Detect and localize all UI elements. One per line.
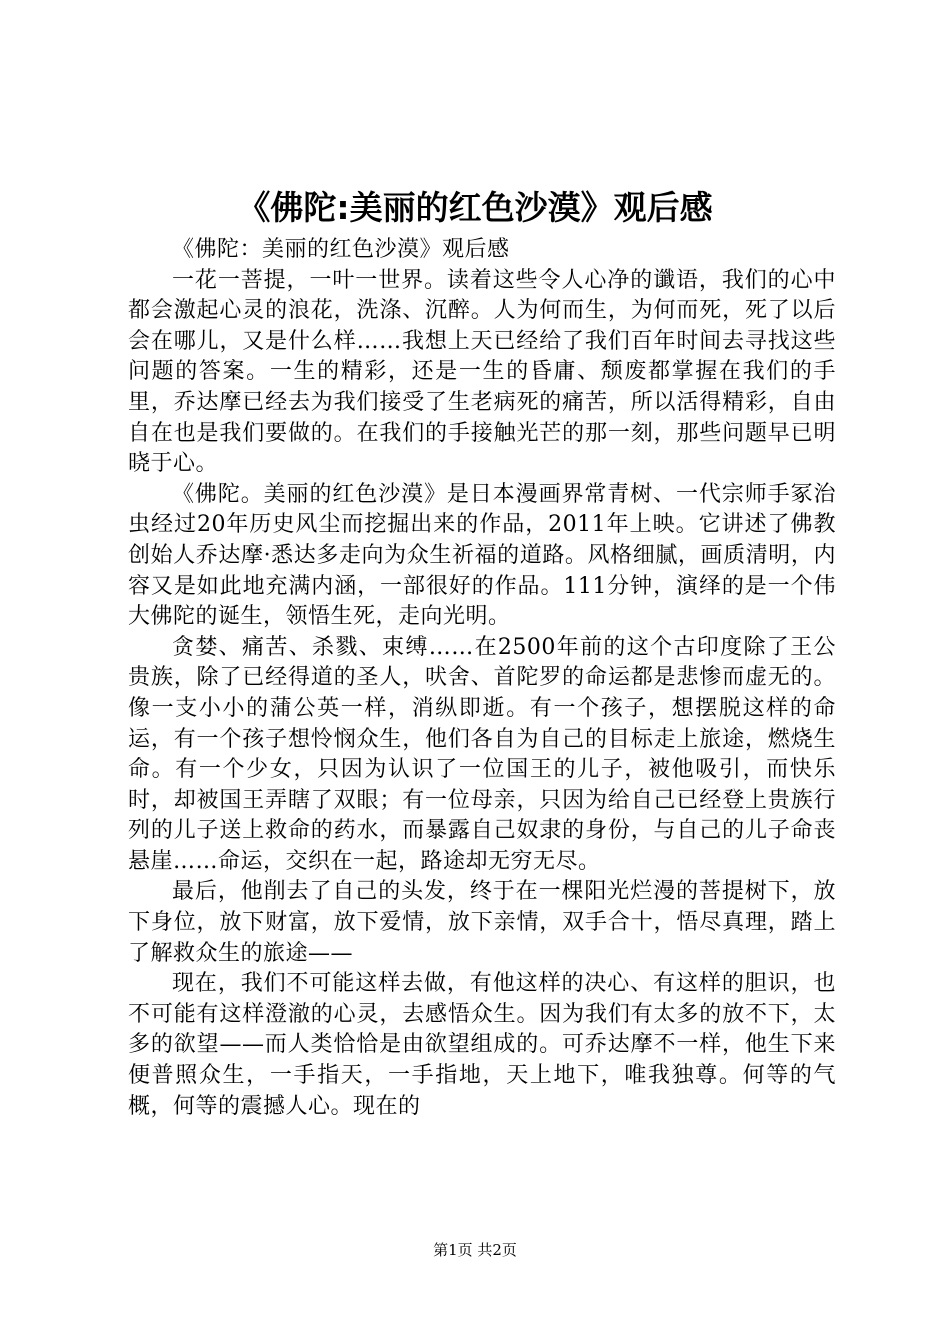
paragraph: 贪婪、痛苦、杀戮、束缚……在2500年前的这个古印度除了王公贵族，除了已经得道的圣人，吠舍、首陀罗的命运都是悲惨而虚无的。像一支小小的蒲公英一样，消纵即逝。有一个孩子，想摆脱这样的命运，有一个孩子想怜悯众生，他们各自为自己的目标走上旅途，燃烧生命。有一个少女，只因为认识了一位国王的儿子，被他吸引，而快乐时，却被国王弄瞎了双眼；有一位母亲，只因为给自己已经登上贵族行列的儿子送上救命的药水，而暴露自己奴隶的身份，与自己的儿子命丧悬崖……命运，交织在一起，路途却无穷无尽。 [128,634,836,874]
paragraph-subtitle: 《佛陀：美丽的红色沙漠》观后感 [172,237,510,262]
paragraph: 最后，他削去了自己的头发，终于在一棵阳光烂漫的菩提树下，放下身位，放下财富，放下爱情，放下亲情，双手合十，悟尽真理，踏上了解救众生的旅途—— [128,879,836,966]
paragraph: 现在，我们不可能这样去做，有他这样的决心、有这样的胆识，也不可能有这样澄澈的心灵，去感悟众生。因为我们有太多的放不下，太多的欲望——而人类恰恰是由欲望组成的。可乔达摩不一样，他生下来便普照众生，一手指天，一手指地，天上地下，唯我独尊。何等的气概，何等的震撼人心。现在的 [128,971,836,1119]
document-title: 《佛陀:美丽的红色沙漠》观后感 [237,188,713,227]
paragraph: 一花一菩提，一叶一世界。读着这些令人心净的谶语，我们的心中都会激起心灵的浪花，洗涤、沉醉。人为何而生，为何而死，死了以后会在哪儿，又是什么样……我想上天已经给了我们百年时间去寻找这些问题的答案。一生的精彩，还是一生的昏庸、颓废都掌握在我们的手里，乔达摩已经去为我们接受了生老病死的痛苦，所以活得精彩，自由自在也是我们要做的。在我们的手接触光芒的那一刻，那些问题早已明晓于心。 [128,267,836,477]
page-footer: 第1页 共2页 [433,1241,517,1259]
paragraph: 《佛陀。美丽的红色沙漠》是日本漫画界常青树、一代宗师手冢治虫经过20年历史风尘而挖掘出来的作品，2011年上映。它讲述了佛教创始人乔达摩·悉达多走向为众生祈福的道路。风格细腻，画质清明，内容又是如此地充满内涵，一部很好的作品。111分钟，演绎的是一个伟大佛陀的诞生，领悟生死，走向光明。 [128,481,836,630]
document-body [128,235,836,1122]
